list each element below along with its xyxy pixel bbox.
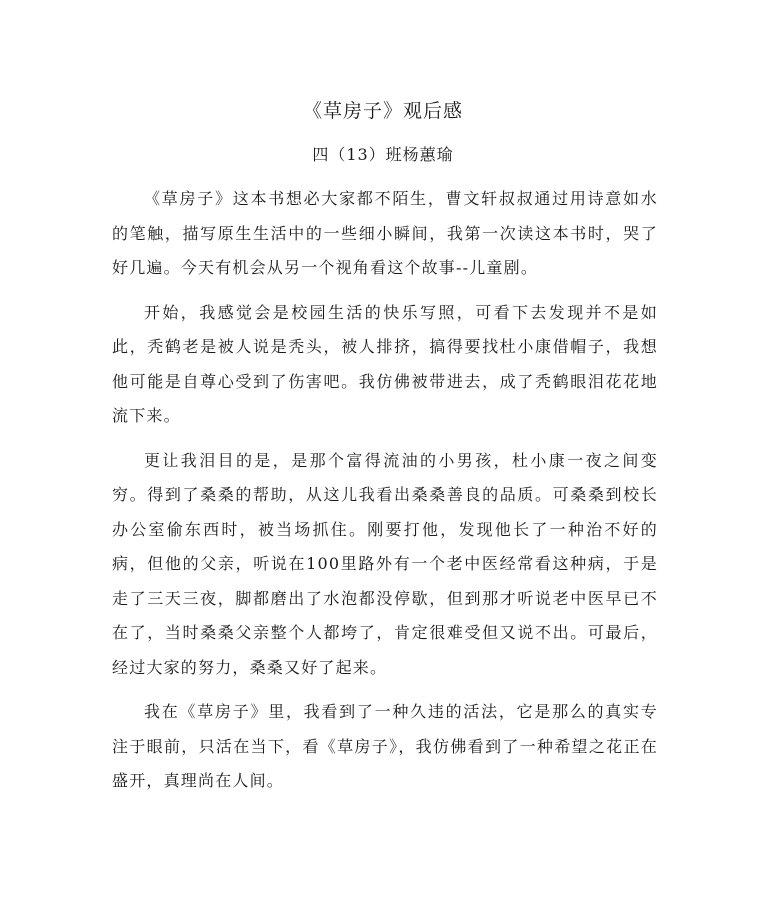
paragraph-1: 《草房子》这本书想必大家都不陌生，曹文轩叔叔通过用诗意如水的笔触，描写原生生活中的一些细小瞬间，我第一次读这本书时，哭了好几遍。今天有机会从另一个视角看这个故事--儿童剧。 [112,189,658,277]
document-title: 《草房子》观后感 [302,100,463,122]
paragraph-2: 开始，我感觉会是校园生活的快乐写照，可看下去发现并不是如此，秃鹤老是被人说是秃头，被人排挤，搞得要找杜小康借帽子，我想他可能是自尊心受到了伤害吧。我仿佛被带进去，成了秃鹤眼泪花花地流下来。 [112,302,658,425]
author-line: 四（13）班杨蕙瑜 [312,145,454,164]
paragraph-4: 我在《草房子》里，我看到了一种久违的活法，它是那么的真实专注于眼前，只活在当下，看《草房子》，我仿佛看到了一种希望之花正在盛开，真理尚在人间。 [112,702,658,790]
document-body [112,182,658,809]
paragraph-3: 更让我泪目的是，是那个富得流油的小男孩，杜小康一夜之间变穷。得到了桑桑的帮助，从这儿我看出桑桑善良的品质。可桑桑到校长办公室偷东西时，被当场抓住。刚要打他，发现他长了一种治不好的病，但他的父亲，听说在100里路外有一个老中医经常看这种病，于是走了三天三夜，脚都磨出了水泡都没停歇，但到那才听说老中医早已不在了，当时桑桑父亲整个人都垮了，肯定很难受但又说不出。可最后，经过大家的努力，桑桑又好了起来。 [112,450,658,677]
